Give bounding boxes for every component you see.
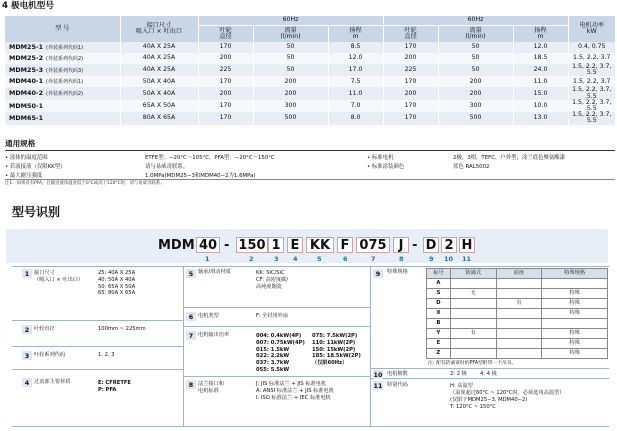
spec-cell-a1: 170 (198, 76, 253, 87)
code-box-7: 075 (356, 237, 390, 253)
opt-cell: 特殊 (542, 339, 608, 349)
spec-model-sub: (外装系列代码1) (46, 45, 84, 51)
spec-cell-b1: 170 (383, 76, 438, 87)
def-value-11: H: 高温型 （温度超过60°C ~ 120°C时，必须选用高温型） (仅限于MDM25−3, MDM40−2) T: 120°C ~ 150°C (450, 383, 565, 411)
spec-row (5, 42, 615, 53)
def-label-1: 接口尺寸 （吸入口 × 吐出口） (34, 270, 84, 283)
spec-cell-a2: 200 (253, 76, 328, 87)
def-num-5: 5 (186, 269, 196, 278)
code-num-11: 11 (462, 255, 472, 263)
def-label-11: 特别代码 (387, 382, 408, 388)
spec-table (5, 16, 615, 125)
spec-cell-power: 1.5, 2.2, 3.7, 5.5 (568, 87, 615, 99)
def-value-10: 2: 2 极 4: 4 极 (450, 371, 497, 377)
opt-cell (450, 339, 496, 349)
opt-cell: B (427, 319, 451, 329)
spec-cell-port: 40A X 25A (120, 42, 198, 53)
spec-cell-power: 1.5, 2.2, 3.7 (568, 53, 615, 64)
opt-row (427, 289, 608, 299)
spec-cell-port: 50A X 40A (120, 76, 198, 87)
spec-cell-b3: 13.0 (513, 112, 568, 124)
spec-cell-a2: 50 (253, 53, 328, 64)
general-note: 注1：如果对有PFA，且输送液体温度低于0°C或高于120°C时，请与易威奇联系。 (5, 181, 165, 186)
spec-cell-b2: 200 (438, 87, 513, 99)
spec-model (5, 100, 120, 112)
col-model: 型 号 (5, 16, 120, 42)
def-value-8: J: JIS 标准法兰 + JIS 标准电机 A: ANSI 标准法兰 + JIS 标准电机 I: ISO 标准法兰 + IEC 标准电机 (256, 381, 334, 402)
spec-cell-a1: 170 (198, 100, 253, 112)
def-value-7b: 075: 7.5kW(2P) 110: 11kW(2P) 150: 15kW(2P) 185: 18.5kW(2P) （仅限60Hz） (312, 333, 361, 366)
spec-model-name: MDM40-1 (9, 77, 44, 86)
col-port: 接口尺寸 吸入口 × 吐出口 (120, 16, 198, 42)
spec-row (5, 87, 615, 99)
spec-cell-power: 1.5, 2.2, 3.7, 5.5 (568, 64, 615, 76)
opt-cell (496, 309, 542, 319)
def-value-5: KK: SiC/SiC CF: 高密度碳/ 高纯度陶瓷 (256, 270, 289, 290)
spec-row (5, 64, 615, 76)
opt-cell: Y (427, 329, 451, 339)
spec-cell-b2: 500 (438, 112, 513, 124)
spec-cell-a2: 50 (253, 42, 328, 53)
spec-cell-port: 50A X 40A (120, 87, 198, 99)
spec-cell-b3: 10.0 (513, 100, 568, 112)
spec-model-name: MDM65-1 (9, 113, 44, 122)
general-row-1: • 液体的温度范围 ETFE型：−20°C～105°C，PFA型：−20°C～150°C • 标准电机 2极，3相，TEFC，户外型，涂兰底色聚氨酯漆 (5, 155, 566, 161)
spec-cell-b1: 200 (383, 87, 438, 99)
opt-row (427, 309, 608, 319)
spec-model (5, 87, 120, 99)
code-num-8: 8 (399, 255, 404, 263)
def-num-7: 7 (186, 331, 196, 340)
spec-cell-a3: 8.5 (328, 42, 383, 53)
def-num-10: 10 (373, 370, 383, 379)
spec-cell-a3: 8.0 (328, 112, 383, 124)
spec-cell-a2: 50 (253, 64, 328, 76)
def-num-4: 4 (22, 378, 32, 387)
code-prefix: MDM (158, 238, 195, 253)
def-label-4: 过流部主要材质 (34, 379, 71, 385)
def-label-6: 电机类型 (198, 313, 219, 319)
def-num-1: 1 (22, 269, 32, 278)
spec-cell-b1: 170 (383, 42, 438, 53)
opt-head-code: 标号 (427, 269, 451, 279)
code-box-10: 2 (441, 237, 457, 253)
opt-cell (450, 299, 496, 309)
spec-model (5, 112, 120, 124)
opt-cell: 特殊 (542, 349, 608, 359)
code-box-6: F (337, 237, 353, 253)
opt-cell: 有 (450, 329, 496, 339)
spec-cell-a2: 300 (253, 100, 328, 112)
code-box-9: D (423, 237, 439, 253)
def-label-9: 特殊规格 (387, 269, 408, 275)
code-num-3: 3 (274, 255, 279, 263)
def-num-3: 3 (22, 351, 32, 360)
spec-cell-a2: 500 (253, 112, 328, 124)
general-row-3: • 最大耐压强度 1.0MPa(MDM25−3和MDM40−2为1.6MPa) (5, 173, 256, 179)
spec-cell-b2: 300 (438, 100, 513, 112)
code-num-5: 5 (317, 255, 322, 263)
opt-note: 注: 配有防滴罩时的PFA型附带一个吊耳。 (428, 361, 517, 366)
spec-cell-a3: 12.0 (328, 53, 383, 64)
def-num-9: 9 (373, 269, 383, 278)
spec-model-sub: (外装系列代码2) (46, 91, 84, 98)
opt-row (427, 319, 608, 329)
spec-row (5, 112, 615, 124)
spec-cell-port: 40A X 25A (120, 53, 198, 64)
spec-row (5, 53, 615, 64)
def-label-8: 法兰接口和 电机标准 (198, 381, 224, 394)
spec-model-name: MDM25-1 (9, 43, 44, 51)
spec-cell-power: 1.5, 2.2, 3.7, 5.5 (568, 112, 615, 124)
opt-cell: 有 (496, 299, 542, 309)
opt-row (427, 299, 608, 309)
code-box-3: 1 (268, 237, 284, 253)
spec-cell-a3: 11.0 (328, 87, 383, 99)
col-head-a: 扬程 m (328, 25, 383, 42)
opt-cell (496, 319, 542, 329)
code-dash-2: - (412, 238, 418, 253)
opt-head-base: 底座 (496, 269, 542, 279)
def-label-3: 叶轮系列代码 (34, 352, 66, 358)
spec-cell-a1: 170 (198, 42, 253, 53)
opt-cell (450, 309, 496, 319)
opt-head-drip: 防滴式 (450, 269, 496, 279)
special-spec-table (426, 268, 608, 359)
opt-cell: E (427, 339, 451, 349)
opt-cell: A (427, 279, 451, 289)
def-value-4: E: CFRETFE P: PFA (98, 380, 131, 393)
def-value-2: 100mm ~ 225mm (98, 326, 146, 332)
code-box-2: 150 (236, 237, 268, 253)
opt-cell (542, 279, 608, 289)
spec-cell-b2: 50 (438, 64, 513, 76)
def-value-1: 25: 40A X 25A 40: 50A X 40A 50: 65A X 50A 65: 80A X 65A (98, 270, 136, 297)
col-head-b: 扬程 m (513, 25, 568, 42)
spec-cell-port: 65A X 50A (120, 100, 198, 112)
opt-cell (496, 289, 542, 299)
general-row-2: • 若液接液（仅限KK型） 请与易威奇联系。 • 标准涂装颜色 蓝色 RAL5002 (5, 164, 490, 170)
spec-cell-a2: 200 (253, 87, 328, 99)
code-box-4: E (287, 237, 303, 253)
def-num-2: 2 (22, 325, 32, 334)
spec-cell-a3: 17.0 (328, 64, 383, 76)
code-num-6: 6 (343, 255, 348, 263)
spec-row (5, 76, 615, 87)
def-label-5: 轴承/滑动材质 (198, 269, 231, 275)
code-box-1: 40 (196, 237, 220, 253)
code-num-2: 2 (249, 255, 254, 263)
col-impeller-b: 叶轮 直径 (383, 25, 438, 42)
spec-cell-b3: 18.5 (513, 53, 568, 64)
code-box-8: J (393, 237, 409, 253)
opt-cell: Z (427, 349, 451, 359)
spec-row (5, 100, 615, 112)
def-label-7: 电机输出功率 (198, 332, 230, 338)
code-num-9: 9 (429, 255, 434, 263)
opt-cell: 特殊 (542, 289, 608, 299)
code-num-7: 7 (371, 255, 376, 263)
opt-cell (450, 319, 496, 329)
spec-cell-a1: 225 (198, 64, 253, 76)
spec-model (5, 42, 120, 53)
code-num-4: 4 (293, 255, 298, 263)
col-flow-b: 流量 (l/min) (438, 25, 513, 42)
opt-cell (450, 279, 496, 289)
def-value-6: F: 全封闭外扇 (256, 313, 288, 319)
opt-cell (496, 349, 542, 359)
opt-row (427, 339, 608, 349)
id-title: 型号识别 (12, 205, 61, 219)
code-box-5: KK (306, 237, 334, 253)
spec-cell-a3: 7.0 (328, 100, 383, 112)
opt-cell: D (427, 299, 451, 309)
def-num-8: 8 (186, 380, 196, 389)
code-num-10: 10 (444, 255, 454, 263)
spec-model-sub: (外装系列代码3) (46, 67, 84, 74)
code-dash-1: - (224, 238, 230, 253)
spec-cell-b2: 200 (438, 76, 513, 87)
opt-cell: 特殊 (542, 309, 608, 319)
opt-cell: X (427, 309, 451, 319)
opt-cell: 特殊 (542, 299, 608, 309)
opt-cell (542, 319, 608, 329)
code-num-1: 1 (205, 255, 210, 263)
col-60hz-b: 60Hz (383, 16, 568, 25)
spec-cell-b1: 225 (383, 64, 438, 76)
spec-cell-a1: 200 (198, 53, 253, 64)
def-label-2: 叶轮直径 (34, 326, 55, 332)
spec-cell-a1: 170 (198, 112, 253, 124)
opt-cell: 特殊 (542, 329, 608, 339)
opt-cell (496, 339, 542, 349)
def-num-11: 11 (373, 381, 383, 390)
spec-cell-b1: 200 (383, 53, 438, 64)
code-box-11: H (459, 237, 475, 253)
spec-cell-b3: 24.0 (513, 64, 568, 76)
def-value-7a: 004: 0.4kW(4P) 007: 0.75kW(4P) 015: 1.5kW 022: 2.2kW 037: 3.7kW 055: 5.5kW (256, 333, 305, 373)
col-60hz-a: 60Hz (198, 16, 383, 25)
spec-cell-power: 1.5, 2.2, 3.7 (568, 76, 615, 87)
spec-model-sub: (外装系列代码2) (46, 56, 84, 62)
spec-model-name: MDM50-1 (9, 101, 44, 110)
spec-cell-port: 80A X 65A (120, 112, 198, 124)
def-label-10: 电机极数 (387, 371, 408, 377)
spec-cell-b1: 170 (383, 100, 438, 112)
spec-model (5, 76, 120, 87)
col-flow-a: 流量 (l/min) (253, 25, 328, 42)
spec-cell-port: 40A X 25A (120, 64, 198, 76)
spec-cell-b3: 11.0 (513, 76, 568, 87)
spec-cell-power: 1.5, 2.2, 3.7, 5.5 (568, 100, 615, 112)
opt-row (427, 279, 608, 289)
spec-model (5, 64, 120, 76)
opt-head-special: 特殊规格 (542, 269, 608, 279)
opt-cell: 无 (450, 289, 496, 299)
spec-cell-b3: 12.0 (513, 42, 568, 53)
general-spec-title: 通用规格 (5, 139, 36, 148)
spec-cell-b2: 50 (438, 53, 513, 64)
spec-cell-a3: 7.5 (328, 76, 383, 87)
spec-model-sub: (外装系列代码1) (46, 79, 84, 86)
opt-cell (496, 329, 542, 339)
spec-model-name: MDM25-2 (9, 54, 44, 62)
spec-cell-power: 0.4, 0.75 (568, 42, 615, 53)
spec-cell-b3: 15.0 (513, 87, 568, 99)
spec-cell-b2: 50 (438, 42, 513, 53)
def-value-3: 1, 2, 3 (98, 352, 115, 358)
spec-model-name: MDM40-2 (9, 89, 44, 98)
opt-cell (450, 349, 496, 359)
spec-cell-b1: 170 (383, 112, 438, 124)
spec-cell-a1: 200 (198, 87, 253, 99)
def-num-6: 6 (186, 312, 196, 321)
opt-cell: S (427, 289, 451, 299)
col-impeller-a: 叶轮 直径 (198, 25, 253, 42)
opt-cell (496, 279, 542, 289)
spec-model-name: MDM25-3 (9, 65, 44, 74)
section-heading: 4 极电机型号 (2, 1, 54, 11)
opt-row (427, 349, 608, 359)
spec-model (5, 53, 120, 64)
opt-row (427, 329, 608, 339)
col-power: 电机功率 kW (568, 16, 615, 42)
